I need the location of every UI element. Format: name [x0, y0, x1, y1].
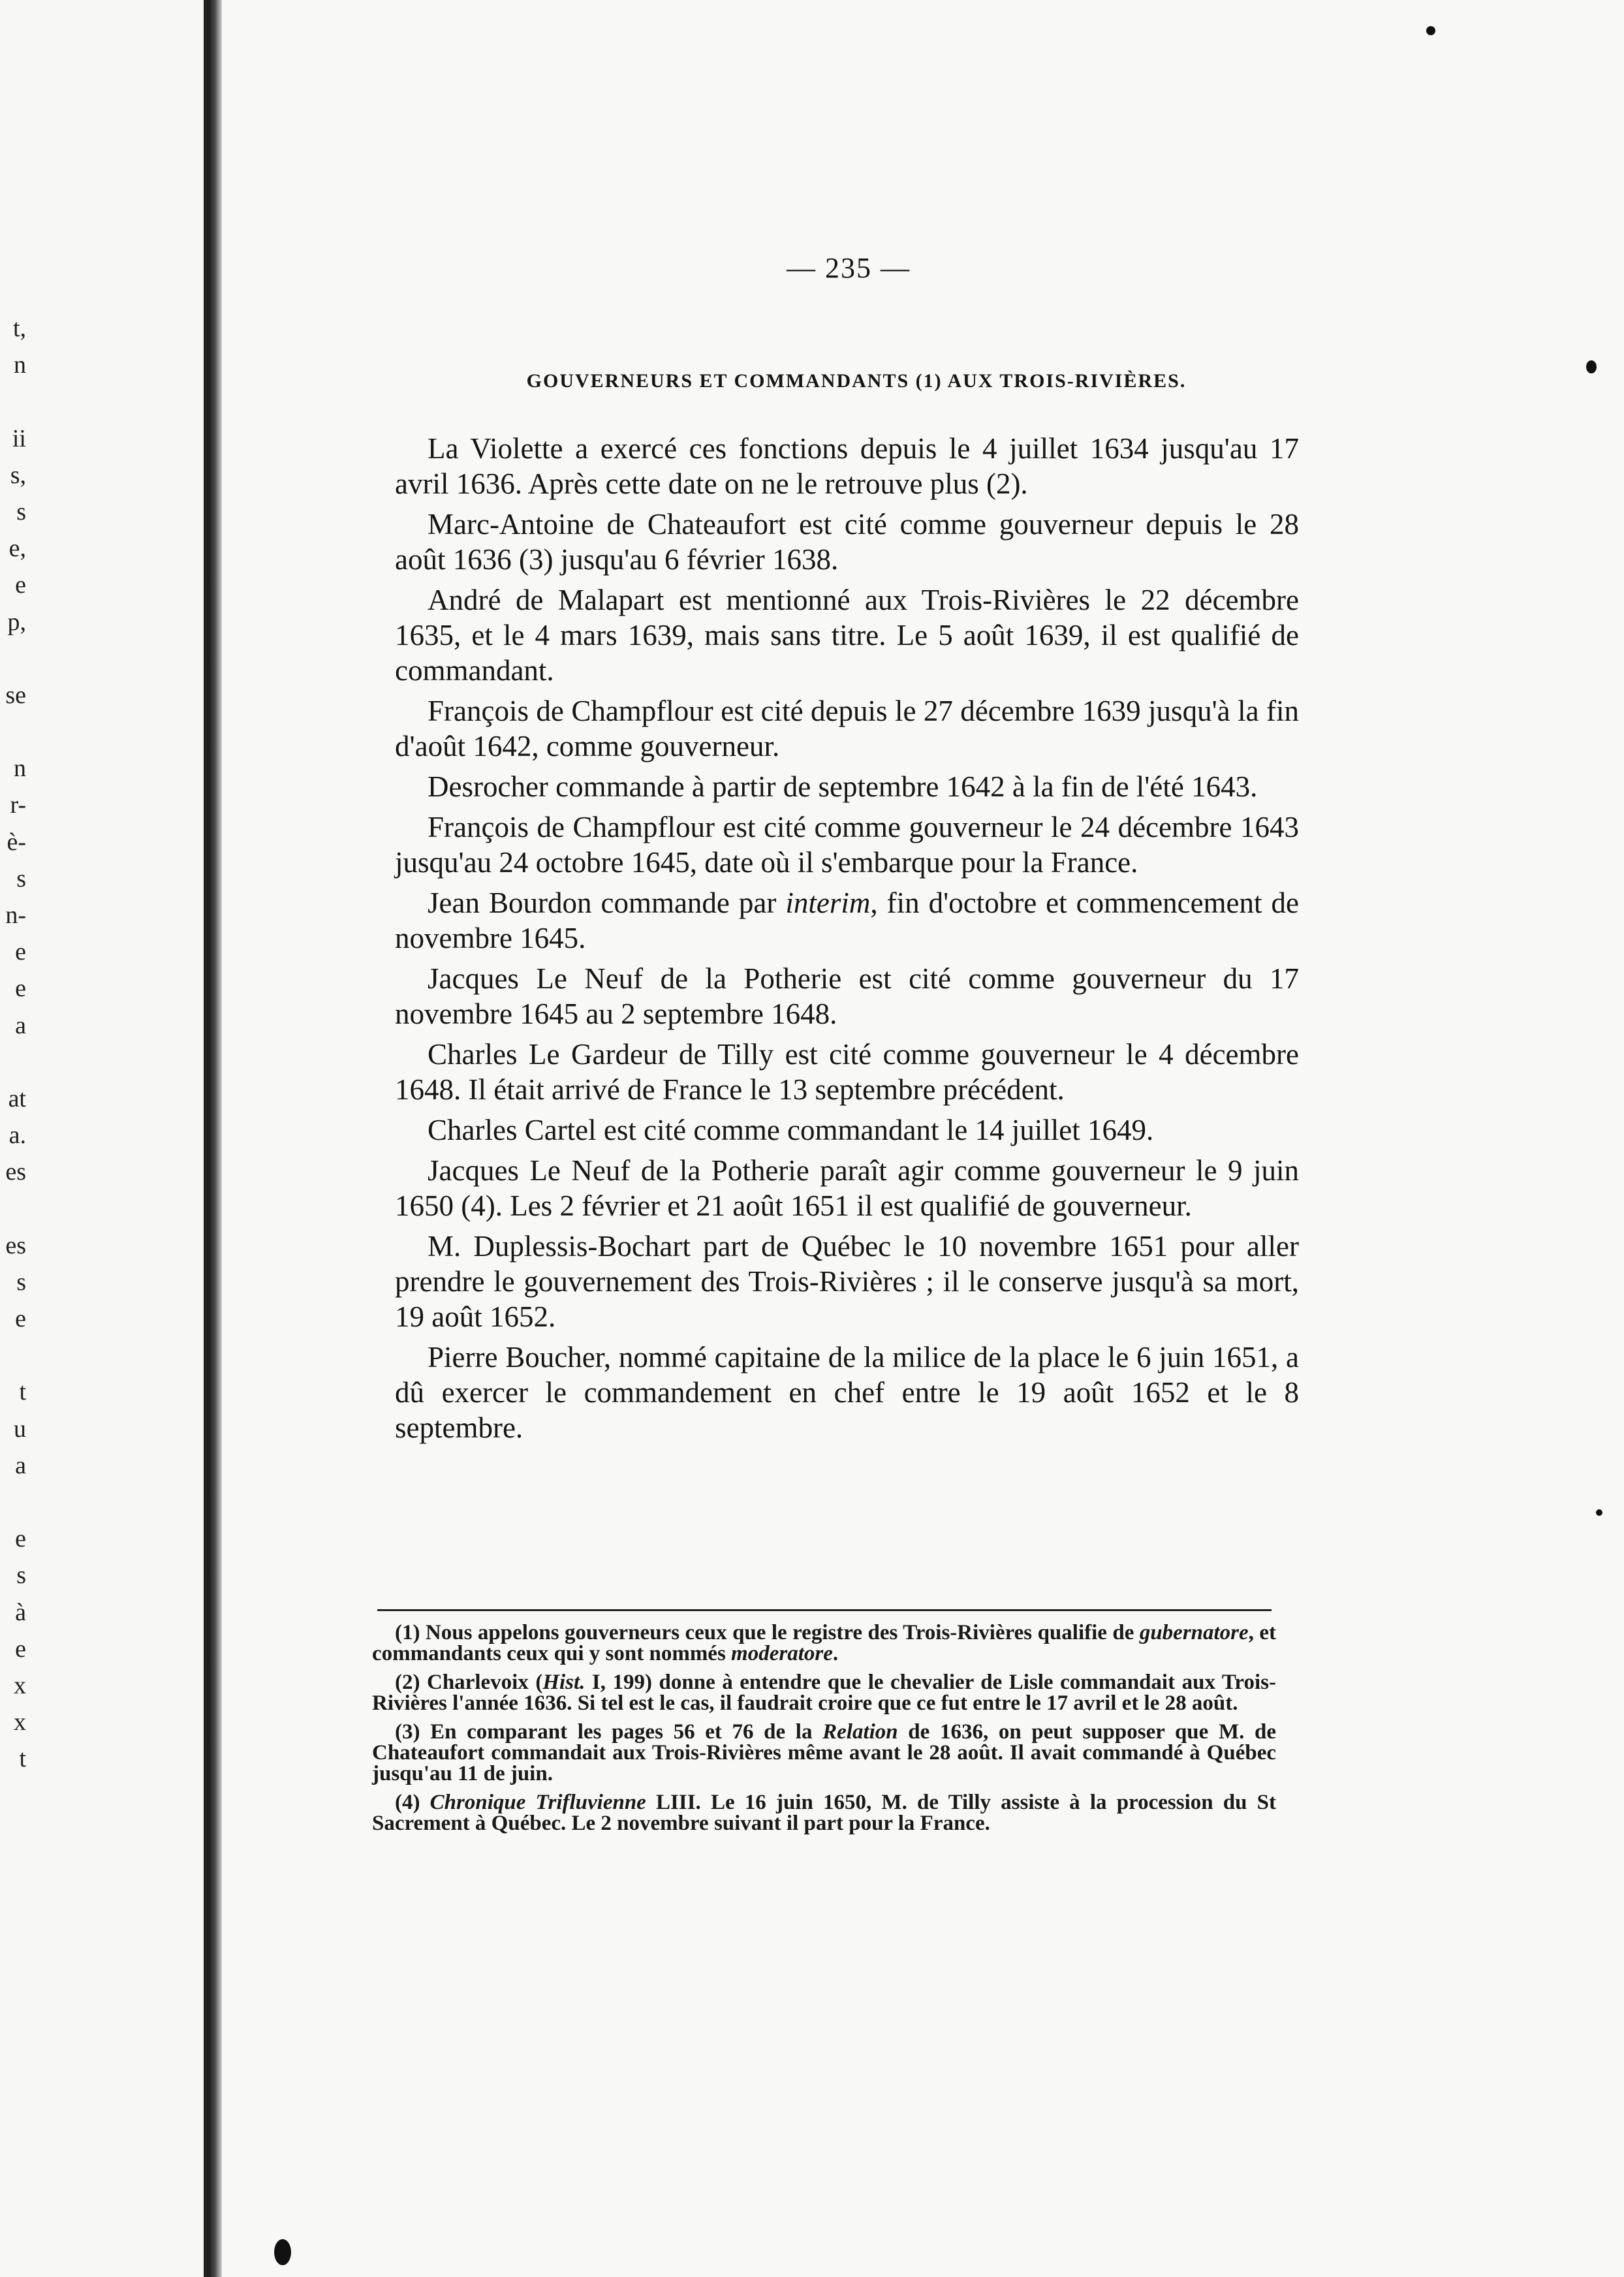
edge-line: e — [15, 938, 26, 966]
edge-line: è- — [7, 828, 26, 856]
facing-page-edge — [0, 0, 208, 2277]
bourdon-text-end: , fin d'octobre et commencement de novembre 1645. — [395, 887, 1300, 954]
edge-line — [0, 1044, 26, 1080]
edge-line: t, — [12, 315, 26, 342]
edge-line: s, — [10, 461, 26, 489]
paragraph-champflour-2: François de Champflour est cité comme gouverneur le 24 décembre 1643 jusqu'au 24 octobre 1645, date où il s'embarque pour la France. — [395, 811, 1299, 879]
footnote-text: (1) Nous appelons gouverneurs ceux que le registre des Trois-Rivières qualifie de — [395, 1621, 1140, 1644]
edge-line: p, — [7, 608, 26, 636]
paragraph-cartel: Charles Cartel est cité comme commandant le 14 juillet 1649. — [428, 1114, 1154, 1146]
edge-line: e — [15, 571, 26, 599]
edge-line: x — [14, 1671, 26, 1699]
footnote-1 — [372, 1622, 1276, 1664]
footnote-italic: Hist. — [542, 1671, 586, 1694]
edge-line: n — [14, 351, 26, 379]
footnote-text: I, 199) donne à entendre que le chevalier de Lisle commandait aux Trois-Rivières l'année 1636. Si tel est le cas, il faudrait croire que ce fut entre le 17 avril et le 28 août. — [372, 1671, 1276, 1715]
footnote-italic: Relation — [822, 1720, 898, 1744]
footnote-4 — [372, 1792, 1276, 1834]
paragraph-malapart: André de Malapart est mentionné aux Trois-Rivières le 22 décembre 1635, et le 4 mars 1639, mais sans titre. Le 5 août 1639, il est qualifié de commandant. — [395, 584, 1299, 687]
footnote-text: . — [832, 1642, 839, 1665]
paragraph-chateaufort: Marc-Antoine de Chateaufort est cité comme gouverneur depuis le 28 août 1636 (3) jusqu'au 6 février 1638. — [395, 508, 1299, 576]
edge-line — [0, 383, 26, 420]
paragraph-potherie-1: Jacques Le Neuf de la Potherie est cité comme gouverneur du 17 novembre 1645 au 2 septembre 1648. — [395, 962, 1299, 1030]
facing-page-cut-text — [0, 310, 26, 1778]
footnote-italic: gubernatore — [1139, 1621, 1249, 1644]
edge-line — [0, 1484, 26, 1520]
footnote-2 — [372, 1672, 1276, 1714]
edge-line: e — [15, 1305, 26, 1333]
edge-line: se — [5, 681, 26, 709]
edge-line: n- — [5, 902, 26, 929]
bourdon-italic: interim — [785, 887, 871, 919]
paragraph-desrocher: Desrocher commande à partir de septembre 1642 à la fin de l'été 1643. — [428, 770, 1258, 803]
ink-speck — [1596, 1509, 1602, 1516]
footnote-text: (4) — [395, 1791, 430, 1814]
edge-line: s — [16, 864, 26, 892]
edge-line: es — [5, 1231, 26, 1259]
book-gutter — [208, 0, 222, 2277]
edge-line: es — [5, 1158, 26, 1186]
paragraph-duplessis: M. Duplessis-Bochart part de Québec le 10 novembre 1651 pour aller prendre le gouvernement des Trois-Rivières ; il le conserve jusqu'à sa mort, 19 août 1652. — [395, 1230, 1299, 1333]
edge-line: e — [15, 975, 26, 1003]
edge-line: e — [15, 1525, 26, 1553]
edge-line — [0, 1337, 26, 1374]
edge-line: n — [14, 755, 26, 783]
edge-line: at — [8, 1084, 26, 1112]
edge-line — [0, 1191, 26, 1227]
paragraph-boucher: Pierre Boucher, nommé capitaine de la milice de la place le 6 juin 1651, a dû exercer le commandement en chef entre le 19 août 1652 et le 8 septembre. — [395, 1341, 1299, 1444]
ink-speck — [1426, 26, 1435, 35]
edge-line: e — [15, 1635, 26, 1663]
edge-line: s — [16, 1562, 26, 1590]
edge-line: a — [15, 1451, 26, 1479]
edge-line: e, — [8, 535, 26, 563]
edge-line — [0, 714, 26, 750]
edge-line: a — [15, 1011, 26, 1039]
edge-line: t — [19, 1745, 26, 1773]
edge-line — [0, 640, 26, 677]
bourdon-text-start: Jean Bourdon commande par — [428, 887, 786, 919]
paragraph-tilly: Charles Le Gardeur de Tilly est cité comme gouverneur le 4 décembre 1648. Il était arrivé de France le 13 septembre précédent. — [395, 1038, 1299, 1106]
edge-line: x — [14, 1708, 26, 1736]
footnote-divider — [377, 1609, 1272, 1611]
footnote-text: (2) Charlevoix ( — [395, 1671, 543, 1694]
footnote-italic: Chronique Trifluvienne — [429, 1791, 646, 1814]
footnote-text: (3) En comparant les pages 56 et 76 de la — [395, 1720, 823, 1744]
ink-speck — [1586, 360, 1597, 373]
page-number: — 235 — — [787, 252, 911, 284]
footnote-text: LIII. Le 16 juin 1650, M. de Tilly assiste à la procession du St Sacrement à Québec. Le 2 novembre suivant il part pour la France. — [372, 1791, 1276, 1835]
footnote-3 — [372, 1721, 1276, 1784]
edge-line: t — [19, 1378, 26, 1406]
paragraph-champflour-1: François de Champflour est cité depuis le 27 décembre 1639 jusqu'à la fin d'août 1642, comme gouverneur. — [395, 695, 1299, 762]
footnote-text: , et commandants ceux qui y sont nommés — [372, 1621, 1277, 1665]
paragraph-bourdon — [395, 885, 1299, 956]
edge-line: a. — [8, 1122, 26, 1150]
footnote-italic: moderatore — [731, 1642, 833, 1665]
paragraph-la-violette: La Violette a exercé ces fonctions depuis le 4 juillet 1634 jusqu'au 17 avril 1636. Après cette date on ne le retrouve plus (2). — [395, 432, 1299, 500]
edge-line: s — [16, 497, 26, 526]
footnotes — [372, 1622, 1276, 1842]
section-heading: GOUVERNEURS ET COMMANDANTS (1) AUX TROIS-RIVIÈRES. — [526, 370, 1187, 392]
edge-line: ii — [12, 424, 26, 452]
body-text — [395, 431, 1299, 1451]
footnote-text: de 1636, on peut supposer que M. de Chateaufort commandait aux Trois-Rivières même avant le 28 août. Il avait commandé à Québec jusqu'au 11 de juin. — [372, 1720, 1276, 1785]
edge-line: s — [16, 1268, 26, 1296]
edge-line: u — [14, 1415, 26, 1443]
edge-line: à — [15, 1598, 26, 1626]
paragraph-potherie-2: Jacques Le Neuf de la Potherie paraît agir comme gouverneur le 9 juin 1650 (4). Les 2 février et 21 août 1651 il est qualifié de gouverneur. — [395, 1154, 1299, 1222]
edge-line: r- — [10, 791, 26, 819]
ink-speck — [274, 2239, 291, 2265]
